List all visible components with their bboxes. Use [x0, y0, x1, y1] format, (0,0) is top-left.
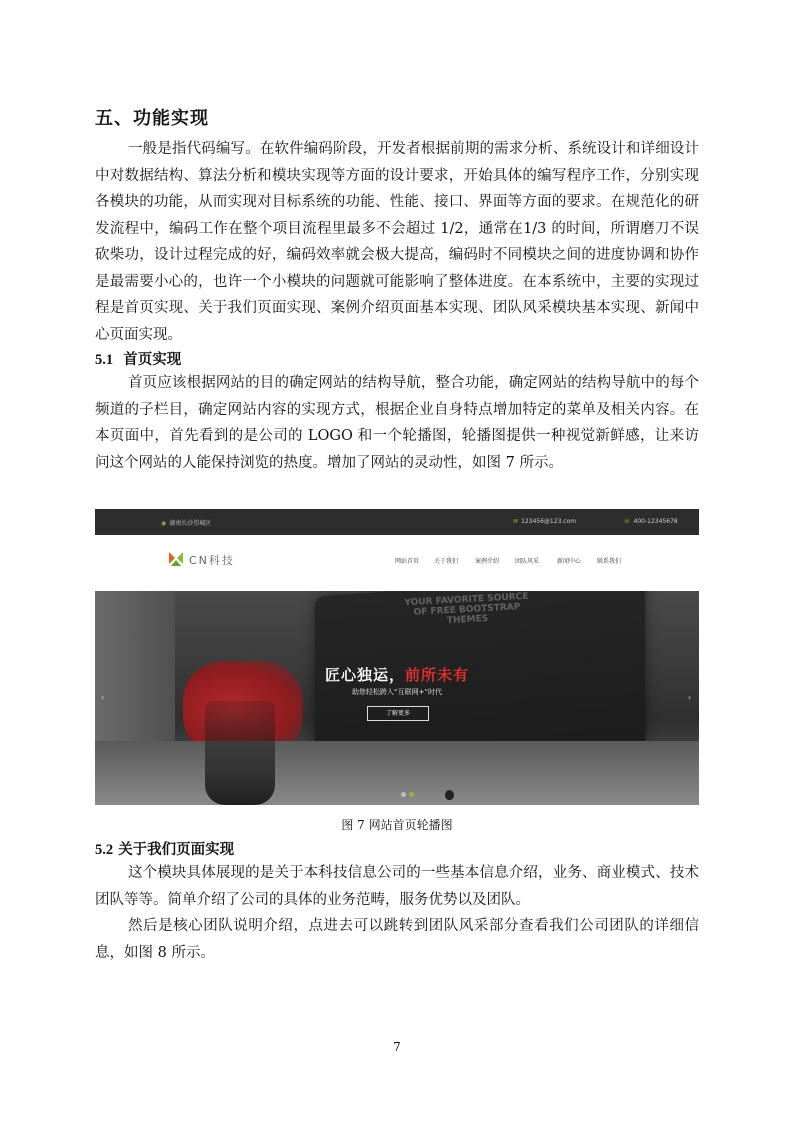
about-paragraph-1: 这个模块具体展现的是关于本科技信息公司的一些基本信息介绍，业务、商业模式、技术团队等等。简单介绍了公司的具体的业务范畴，服务优势以及团队。	[95, 865, 699, 908]
logo-text: CN科技	[189, 554, 235, 567]
subsection-title: 关于我们页面实现	[118, 841, 235, 858]
hero-carousel	[95, 591, 699, 805]
topbar-phone	[623, 518, 678, 525]
topbar-phone-text: 400-12345678	[633, 518, 678, 525]
page-number: 7	[393, 1040, 401, 1054]
about-paragraph-2: 然后是核心团队说明介绍，点进去可以跳转到团队风采部分查看我们公司团队的详细信息，如图 8 所示。	[95, 918, 699, 961]
nav-item-news: 新闻中心	[557, 558, 582, 565]
hero-headline-main: 匠心独运，	[324, 666, 405, 684]
hero-background-text: YOUR FAVORITE SOURCE OF FREE BOOTSTRAP THEMES	[404, 591, 529, 627]
phone-icon: ☏	[623, 518, 631, 525]
carousel-prev-icon: ‹	[101, 693, 105, 702]
mail-icon: ✉	[513, 518, 519, 525]
homepage-paragraph: 首页应该根据网站的目的确定网站的结构导航，整合功能，确定网站的结构导航中的每个频道的子栏目，确定网站内容的实现方式，根据企业自身特点增加特定的菜单及相关内容。在本页面中，首先看到的是公司的 LOGO 和一个轮播图，轮播图提供一种视觉新鲜感，让来访问这个网站的人能保持浏览的热度。增加了网站的灵动性，如图 7 所示。	[95, 375, 699, 471]
topbar-email	[513, 518, 576, 525]
intro-paragraph: 一般是指代码编写。在软件编码阶段，开发者根据前期的需求分析、系统设计和详细设计中对数据结构、算法分析和模块实现等方面的设计要求，开始具体的编写程序工作，分别实现各模块的功能，从而实现对目标系统的功能、性能、接口、界面等方面的要求。在规范化的研发流程中，编码工作在整个项目流程里最多不会超过 1/2，通常在1/3 的时间，所谓磨刀不误砍柴功，设计过程完成的好，编码效率就会极大提高，编码时不同模块之间的进度协调和协作是最需要小心的，也许一个小模块的问题就可能影响了整体进度。在本系统中，主要的实现过程是首页实现、关于我们页面实现、案例介绍页面基本实现、团队风采模块基本实现、新闻中心页面实现。	[95, 141, 699, 343]
nav-item-home: 网站首页	[395, 558, 420, 565]
hero-pencil-cup	[205, 701, 275, 805]
subsection-title: 首页实现	[123, 351, 182, 368]
carousel-dot-2	[409, 792, 414, 797]
hero-desk	[95, 741, 699, 805]
subsection-number: 5.1	[95, 352, 114, 368]
topbar-location	[161, 518, 211, 527]
topbar-email-text: 123456@123.com	[521, 518, 577, 525]
carousel-next-icon: ›	[688, 693, 692, 702]
figure-caption: 图 7 网站首页轮播图	[341, 818, 453, 832]
topbar-location-text: 湖南长沙望城区	[169, 520, 212, 527]
cn-logo-icon	[167, 550, 185, 568]
subsection-heading-5-2	[95, 838, 234, 859]
hero-headline	[95, 664, 699, 685]
section-title: 五、功能实现	[95, 108, 209, 129]
nav-item-team: 团队风采	[515, 558, 540, 565]
nav-item-contact: 联系我们	[597, 558, 622, 565]
subsection-number: 5.2	[95, 842, 114, 858]
nav-item-about: 关于我们	[434, 558, 459, 565]
site-navbar	[95, 535, 699, 591]
hero-subline: 助您轻松跨入“互联网+”时代	[351, 688, 443, 696]
learn-more-button: 了解更多	[367, 706, 429, 721]
carousel-dot-1	[401, 792, 406, 797]
site-topbar	[95, 509, 699, 535]
subsection-heading-5-1	[95, 348, 181, 369]
location-pin-icon: ◉	[161, 520, 167, 527]
apple-logo-icon	[445, 790, 454, 800]
hero-headline-accent: 前所未有	[405, 666, 470, 684]
nav-item-cases: 案例介绍	[475, 558, 500, 565]
homepage-screenshot-figure	[95, 509, 699, 805]
